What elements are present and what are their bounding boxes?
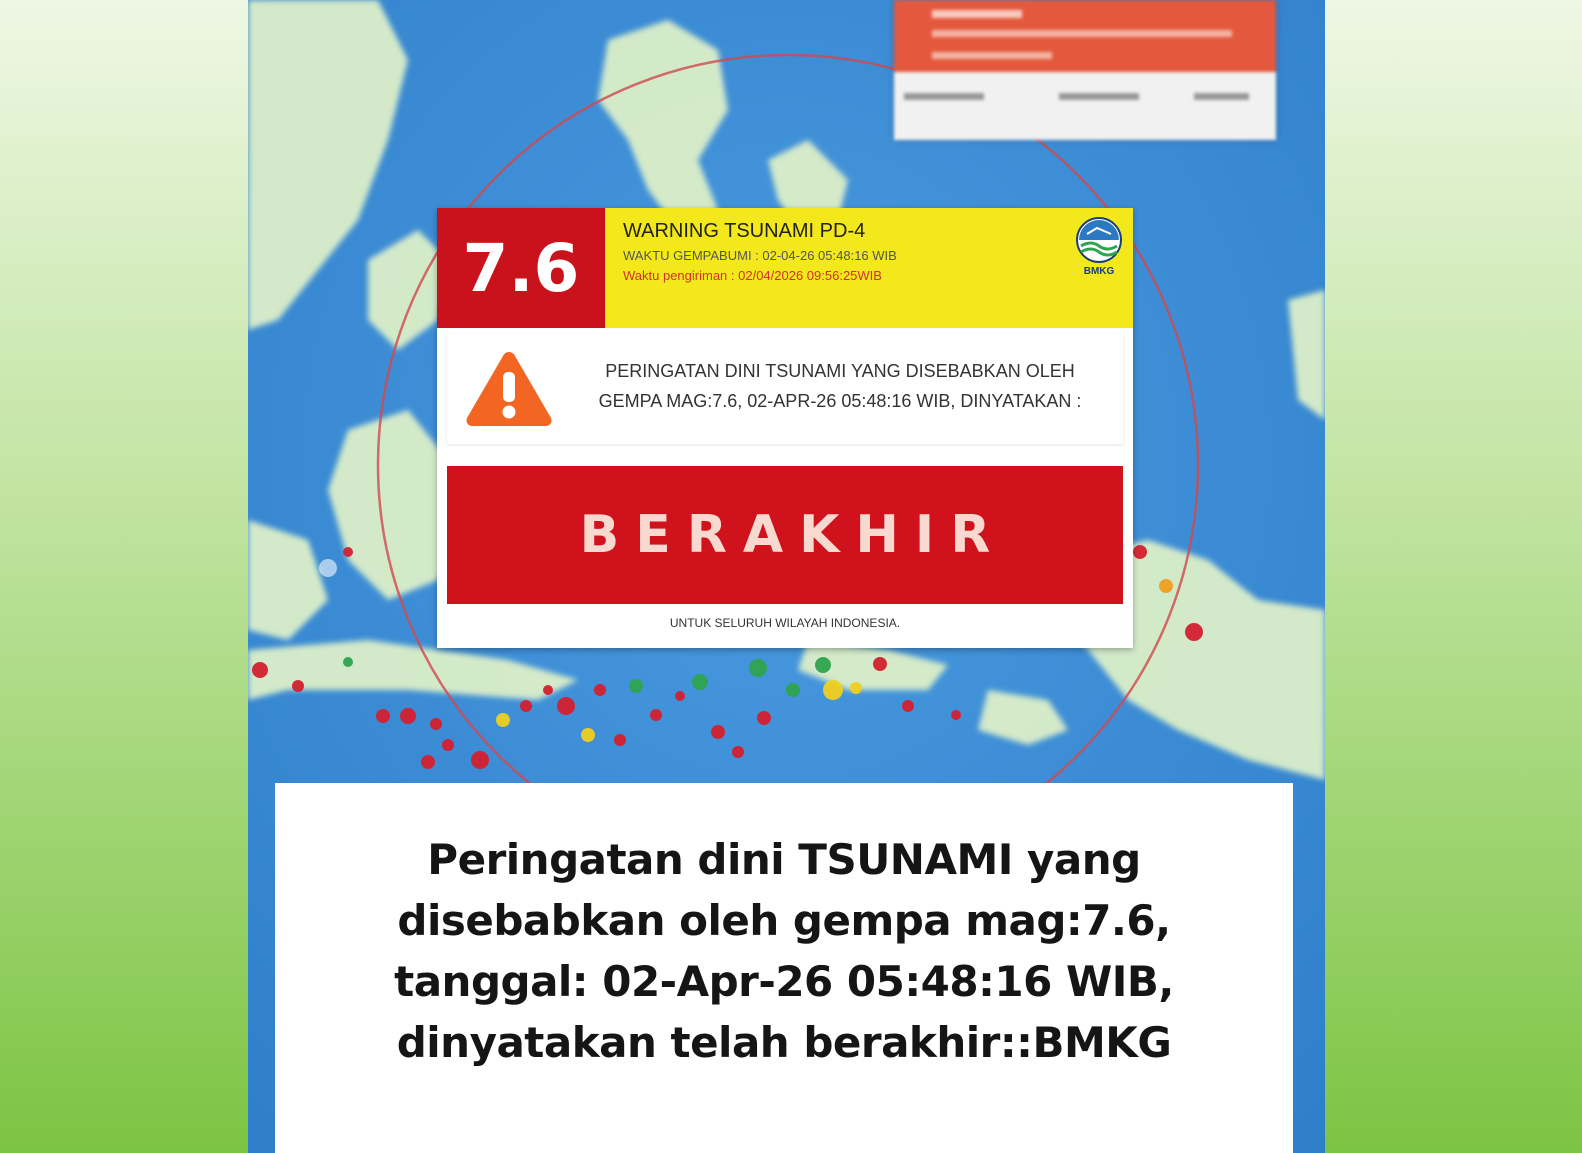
caption-line-1: Peringatan dini TSUNAMI yang bbox=[427, 835, 1141, 884]
caption-text bbox=[295, 829, 1273, 1073]
warning-triangle-icon bbox=[463, 348, 555, 430]
caption-line-2: disebabkan oleh gempa mag:7.6, bbox=[397, 896, 1171, 945]
news-panel bbox=[248, 0, 1325, 1153]
caption-line-4: dinyatakan telah berakhir::BMKG bbox=[396, 1018, 1172, 1067]
coverage-note: UNTUK SELURUH WILAYAH INDONESIA. bbox=[669, 616, 901, 630]
magnitude-value: 7.6 bbox=[462, 229, 580, 307]
alert-header bbox=[605, 208, 1133, 328]
quake-time: WAKTU GEMPABUMI : 02-04-26 05:48:16 WIB bbox=[623, 248, 897, 263]
alert-title: WARNING TSUNAMI PD-4 bbox=[623, 220, 866, 242]
magnitude-badge bbox=[437, 208, 605, 328]
status-banner bbox=[447, 466, 1123, 604]
warning-notice bbox=[447, 334, 1123, 444]
notice-line-2: GEMPA MAG:7.6, 02-APR-26 05:48:16 WIB, DINYATAKAN : bbox=[598, 391, 1082, 411]
bmkg-logo-text: BMKG bbox=[1083, 266, 1115, 277]
background-alert-screenshot bbox=[894, 0, 1276, 140]
status-text: BERAKHIR bbox=[579, 505, 1007, 565]
bmkg-logo bbox=[1073, 216, 1125, 280]
caption-box bbox=[275, 783, 1293, 1153]
sent-time: Waktu pengiriman : 02/04/2026 09:56:25WIB bbox=[623, 268, 882, 283]
notice-line-1: PERINGATAN DINI TSUNAMI YANG DISEBABKAN OLEH bbox=[605, 361, 1075, 381]
tsunami-alert-card bbox=[437, 208, 1133, 648]
caption-line-3: tanggal: 02-Apr-26 05:48:16 WIB, bbox=[394, 957, 1174, 1006]
